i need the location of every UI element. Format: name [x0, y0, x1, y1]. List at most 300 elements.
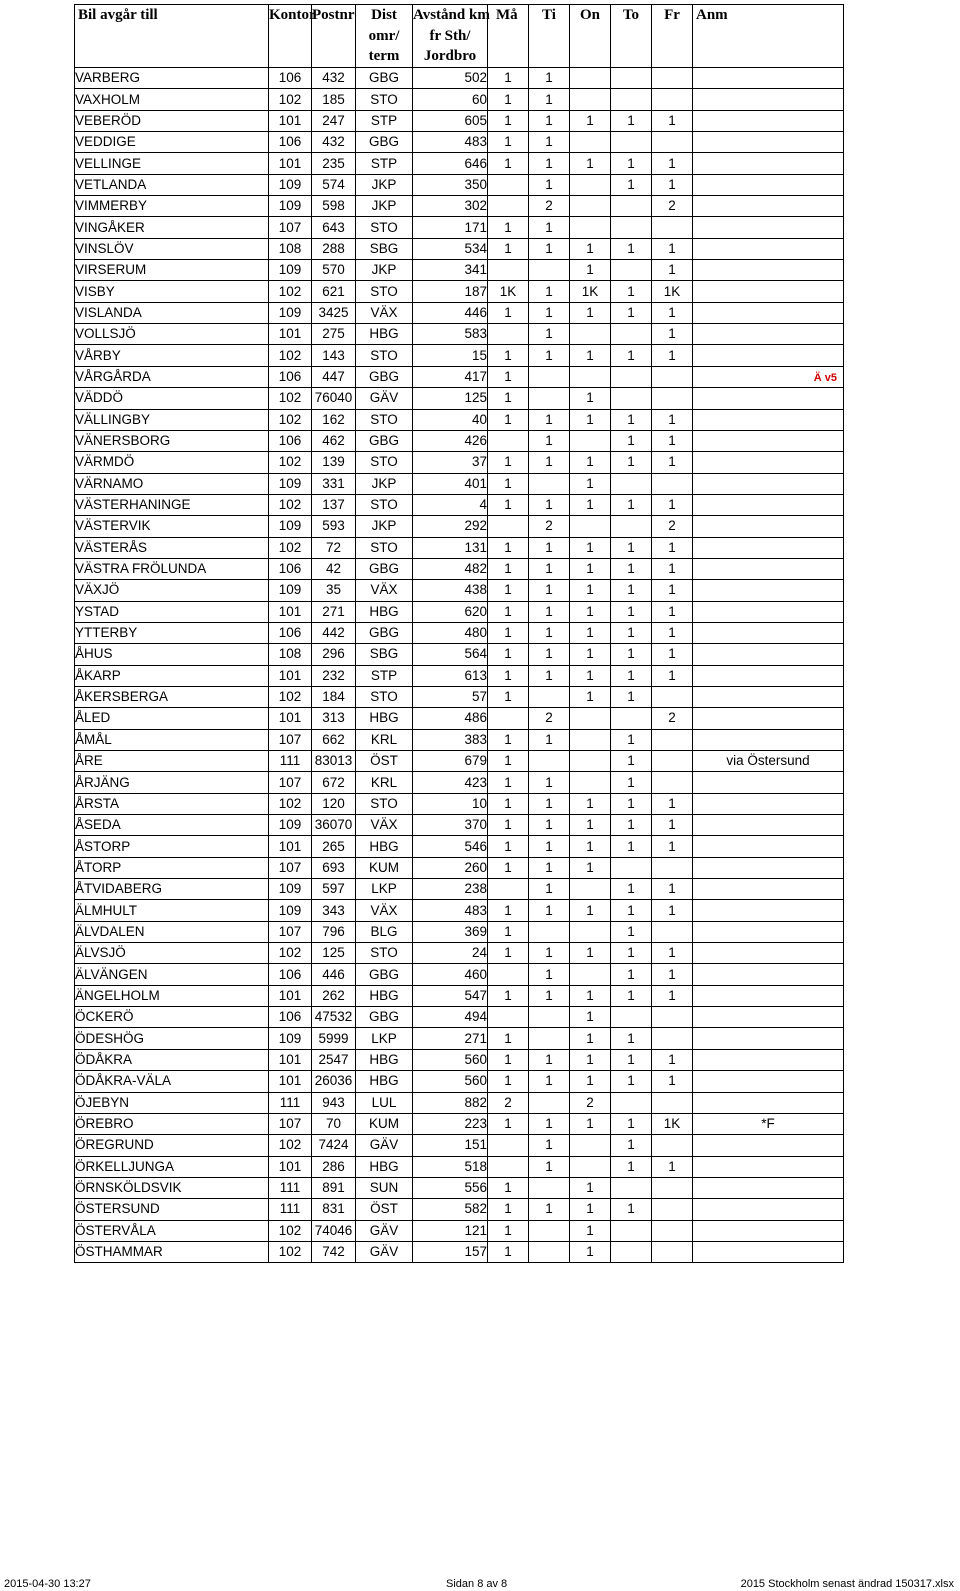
- cell-postnr: 7424: [312, 1135, 356, 1156]
- cell-ti: 1: [529, 985, 570, 1006]
- cell-dist-term: HBG: [356, 708, 413, 729]
- cell-kontor: 107: [269, 772, 312, 793]
- cell-to: 1: [611, 430, 652, 451]
- table-row: [75, 900, 844, 921]
- cell-postnr: 139: [312, 452, 356, 473]
- cell-destination: VÅRBY: [75, 345, 269, 366]
- cell-ma: 1: [488, 751, 529, 772]
- cell-avstand-km: 582: [413, 1199, 488, 1220]
- cell-avstand-km: 534: [413, 238, 488, 259]
- cell-ma: [488, 708, 529, 729]
- cell-postnr: 286: [312, 1156, 356, 1177]
- cell-to: 1: [611, 900, 652, 921]
- cell-to: 1: [611, 494, 652, 515]
- cell-fr: 1: [652, 302, 693, 323]
- table-row: [75, 921, 844, 942]
- cell-avstand-km: 423: [413, 772, 488, 793]
- cell-ma: [488, 1156, 529, 1177]
- cell-ti: [529, 921, 570, 942]
- cell-postnr: 597: [312, 879, 356, 900]
- cell-ti: 1: [529, 494, 570, 515]
- cell-avstand-km: 24: [413, 943, 488, 964]
- cell-anm: [693, 494, 844, 515]
- table-row: [75, 857, 844, 878]
- cell-postnr: 943: [312, 1092, 356, 1113]
- cell-postnr: 36070: [312, 815, 356, 836]
- cell-fr: [652, 1092, 693, 1113]
- cell-anm: [693, 302, 844, 323]
- cell-postnr: 72: [312, 537, 356, 558]
- table-row: [75, 89, 844, 110]
- cell-postnr: 47532: [312, 1007, 356, 1028]
- table-row: [75, 772, 844, 793]
- cell-ma: 1: [488, 815, 529, 836]
- cell-destination: ÅSTORP: [75, 836, 269, 857]
- cell-destination: VÄSTERVIK: [75, 516, 269, 537]
- cell-avstand-km: 187: [413, 281, 488, 302]
- cell-kontor: 109: [269, 516, 312, 537]
- cell-dist-term: GBG: [356, 68, 413, 89]
- cell-on: [570, 217, 611, 238]
- cell-anm: [693, 580, 844, 601]
- cell-destination: VOLLSJÖ: [75, 324, 269, 345]
- cell-fr: [652, 686, 693, 707]
- cell-avstand-km: 401: [413, 473, 488, 494]
- cell-to: [611, 132, 652, 153]
- cell-postnr: 162: [312, 409, 356, 430]
- cell-to: 1: [611, 580, 652, 601]
- cell-anm: [693, 1220, 844, 1241]
- table-row: [75, 260, 844, 281]
- cell-fr: [652, 857, 693, 878]
- table-row: [75, 558, 844, 579]
- cell-anm: [693, 879, 844, 900]
- cell-to: 1: [611, 1028, 652, 1049]
- cell-ti: [529, 1177, 570, 1198]
- cell-kontor: 101: [269, 1156, 312, 1177]
- cell-avstand-km: 583: [413, 324, 488, 345]
- cell-dist-term: HBG: [356, 601, 413, 622]
- cell-to: 1: [611, 686, 652, 707]
- cell-kontor: 101: [269, 1071, 312, 1092]
- cell-postnr: 235: [312, 153, 356, 174]
- cell-dist-term: STP: [356, 110, 413, 131]
- cell-anm: [693, 516, 844, 537]
- cell-avstand-km: 502: [413, 68, 488, 89]
- cell-on: 1: [570, 985, 611, 1006]
- cell-on: 1: [570, 1241, 611, 1262]
- cell-ti: 1: [529, 409, 570, 430]
- cell-dist-term: VÄX: [356, 580, 413, 601]
- cell-avstand-km: 483: [413, 900, 488, 921]
- cell-avstand-km: 238: [413, 879, 488, 900]
- cell-ti: [529, 1092, 570, 1113]
- cell-ma: 1: [488, 900, 529, 921]
- cell-on: 1: [570, 665, 611, 686]
- cell-to: [611, 68, 652, 89]
- cell-postnr: 672: [312, 772, 356, 793]
- cell-dist-term: LUL: [356, 1092, 413, 1113]
- cell-postnr: 184: [312, 686, 356, 707]
- cell-to: 1: [611, 1049, 652, 1070]
- cell-dist-term: GÄV: [356, 1135, 413, 1156]
- cell-to: 1: [611, 729, 652, 750]
- cell-postnr: 288: [312, 238, 356, 259]
- cell-anm: [693, 1092, 844, 1113]
- cell-dist-term: GÄV: [356, 1241, 413, 1262]
- table-row: [75, 815, 844, 836]
- cell-ti: 1: [529, 110, 570, 131]
- cell-avstand-km: 486: [413, 708, 488, 729]
- cell-avstand-km: 223: [413, 1113, 488, 1134]
- cell-anm: [693, 1199, 844, 1220]
- cell-on: 1: [570, 1007, 611, 1028]
- cell-ma: 1: [488, 921, 529, 942]
- cell-to: 1: [611, 836, 652, 857]
- cell-to: 1: [611, 644, 652, 665]
- cell-on: 1: [570, 110, 611, 131]
- table-row: [75, 153, 844, 174]
- cell-to: 1: [611, 1156, 652, 1177]
- table-row: [75, 516, 844, 537]
- cell-fr: 1: [652, 879, 693, 900]
- table-row: [75, 238, 844, 259]
- cell-ma: 1: [488, 1199, 529, 1220]
- cell-on: 1: [570, 558, 611, 579]
- cell-ma: 1: [488, 366, 529, 387]
- cell-destination: VARBERG: [75, 68, 269, 89]
- cell-postnr: 296: [312, 644, 356, 665]
- cell-on: 1: [570, 857, 611, 878]
- cell-dist-term: GBG: [356, 558, 413, 579]
- cell-anm: [693, 964, 844, 985]
- cell-destination: VIMMERBY: [75, 196, 269, 217]
- cell-ti: [529, 388, 570, 409]
- cell-postnr: 574: [312, 174, 356, 195]
- cell-ti: [529, 260, 570, 281]
- cell-dist-term: GBG: [356, 1007, 413, 1028]
- cell-postnr: 247: [312, 110, 356, 131]
- cell-to: [611, 196, 652, 217]
- cell-destination: VÄNERSBORG: [75, 430, 269, 451]
- cell-fr: 1: [652, 601, 693, 622]
- cell-dist-term: STO: [356, 345, 413, 366]
- table-row: [75, 1177, 844, 1198]
- cell-anm: [693, 1177, 844, 1198]
- cell-ti: [529, 473, 570, 494]
- cell-fr: 1: [652, 324, 693, 345]
- cell-ti: 1: [529, 580, 570, 601]
- cell-on: [570, 68, 611, 89]
- cell-dist-term: KUM: [356, 1113, 413, 1134]
- cell-ti: 1: [529, 1199, 570, 1220]
- cell-ti: 1: [529, 772, 570, 793]
- cell-kontor: 109: [269, 302, 312, 323]
- cell-ti: 1: [529, 537, 570, 558]
- cell-destination: ÄLVDALEN: [75, 921, 269, 942]
- cell-on: [570, 964, 611, 985]
- cell-anm: [693, 1156, 844, 1177]
- cell-to: [611, 324, 652, 345]
- cell-ma: 1: [488, 985, 529, 1006]
- table-row: [75, 1028, 844, 1049]
- table-row: [75, 943, 844, 964]
- cell-fr: 1: [652, 174, 693, 195]
- cell-ma: 1: [488, 345, 529, 366]
- cell-to: [611, 1220, 652, 1241]
- cell-postnr: 446: [312, 964, 356, 985]
- table-row: [75, 452, 844, 473]
- cell-to: 1: [611, 815, 652, 836]
- cell-kontor: 102: [269, 686, 312, 707]
- cell-avstand-km: 10: [413, 793, 488, 814]
- cell-to: 1: [611, 921, 652, 942]
- cell-kontor: 106: [269, 366, 312, 387]
- table-row: [75, 964, 844, 985]
- cell-ti: [529, 1028, 570, 1049]
- cell-ma: 1: [488, 943, 529, 964]
- cell-ti: 1: [529, 900, 570, 921]
- cell-ma: 1: [488, 793, 529, 814]
- cell-postnr: 313: [312, 708, 356, 729]
- cell-ti: 1: [529, 601, 570, 622]
- cell-avstand-km: 494: [413, 1007, 488, 1028]
- cell-avstand-km: 37: [413, 452, 488, 473]
- cell-on: 1: [570, 1113, 611, 1134]
- col-header-to: To: [611, 5, 652, 68]
- cell-kontor: 109: [269, 260, 312, 281]
- cell-ti: 1: [529, 1135, 570, 1156]
- cell-postnr: 662: [312, 729, 356, 750]
- cell-ti: 1: [529, 302, 570, 323]
- cell-on: [570, 132, 611, 153]
- table-row: [75, 345, 844, 366]
- cell-postnr: 447: [312, 366, 356, 387]
- cell-destination: ÖDÅKRA: [75, 1049, 269, 1070]
- cell-fr: 1: [652, 153, 693, 174]
- cell-destination: VÄDDÖ: [75, 388, 269, 409]
- cell-postnr: 796: [312, 921, 356, 942]
- cell-dist-term: KRL: [356, 729, 413, 750]
- cell-dist-term: JKP: [356, 516, 413, 537]
- cell-ma: 1: [488, 153, 529, 174]
- cell-kontor: 109: [269, 900, 312, 921]
- cell-ma: [488, 879, 529, 900]
- cell-avstand-km: 341: [413, 260, 488, 281]
- cell-fr: 1: [652, 815, 693, 836]
- cell-destination: YSTAD: [75, 601, 269, 622]
- cell-ti: 1: [529, 89, 570, 110]
- cell-to: 1: [611, 985, 652, 1006]
- cell-postnr: 593: [312, 516, 356, 537]
- cell-postnr: 120: [312, 793, 356, 814]
- cell-fr: [652, 729, 693, 750]
- cell-avstand-km: 417: [413, 366, 488, 387]
- table-row: [75, 836, 844, 857]
- cell-fr: 2: [652, 516, 693, 537]
- cell-destination: ÖSTERSUND: [75, 1199, 269, 1220]
- cell-anm: [693, 260, 844, 281]
- cell-on: 1: [570, 302, 611, 323]
- cell-fr: 1K: [652, 1113, 693, 1134]
- cell-avstand-km: 271: [413, 1028, 488, 1049]
- cell-postnr: 35: [312, 580, 356, 601]
- cell-fr: [652, 921, 693, 942]
- cell-ma: 1: [488, 388, 529, 409]
- cell-to: 1: [611, 409, 652, 430]
- cell-dist-term: GBG: [356, 366, 413, 387]
- cell-postnr: 275: [312, 324, 356, 345]
- cell-ti: [529, 1220, 570, 1241]
- cell-fr: [652, 1007, 693, 1028]
- cell-avstand-km: 480: [413, 622, 488, 643]
- cell-dist-term: GBG: [356, 964, 413, 985]
- cell-ma: [488, 260, 529, 281]
- cell-ma: 1: [488, 644, 529, 665]
- cell-anm: [693, 900, 844, 921]
- cell-postnr: 74046: [312, 1220, 356, 1241]
- cell-on: 1: [570, 1028, 611, 1049]
- cell-avstand-km: 383: [413, 729, 488, 750]
- cell-fr: 1: [652, 836, 693, 857]
- cell-on: 1: [570, 473, 611, 494]
- cell-kontor: 101: [269, 1049, 312, 1070]
- cell-dist-term: HBG: [356, 324, 413, 345]
- col-header-postnr: Postnr: [312, 5, 356, 68]
- table-row: [75, 537, 844, 558]
- table-row: [75, 1156, 844, 1177]
- cell-to: 1: [611, 558, 652, 579]
- cell-avstand-km: 564: [413, 644, 488, 665]
- cell-ma: [488, 174, 529, 195]
- cell-to: 1: [611, 1135, 652, 1156]
- cell-to: [611, 260, 652, 281]
- cell-destination: VAXHOLM: [75, 89, 269, 110]
- cell-postnr: 271: [312, 601, 356, 622]
- cell-on: [570, 89, 611, 110]
- cell-fr: 1: [652, 345, 693, 366]
- cell-on: 1: [570, 580, 611, 601]
- cell-dist-term: GBG: [356, 132, 413, 153]
- cell-avstand-km: 350: [413, 174, 488, 195]
- cell-fr: 1: [652, 644, 693, 665]
- cell-fr: 1: [652, 1156, 693, 1177]
- cell-dist-term: HBG: [356, 1049, 413, 1070]
- cell-ma: 1: [488, 1049, 529, 1070]
- cell-dist-term: ÖST: [356, 751, 413, 772]
- cell-dist-term: JKP: [356, 473, 413, 494]
- table-row: [75, 1135, 844, 1156]
- cell-ma: 1: [488, 89, 529, 110]
- cell-anm: [693, 815, 844, 836]
- cell-kontor: 102: [269, 793, 312, 814]
- cell-anm: [693, 1028, 844, 1049]
- cell-ma: 1: [488, 302, 529, 323]
- cell-destination: VÄSTERÅS: [75, 537, 269, 558]
- cell-anm: [693, 943, 844, 964]
- cell-fr: 1: [652, 494, 693, 515]
- cell-kontor: 107: [269, 921, 312, 942]
- cell-avstand-km: 57: [413, 686, 488, 707]
- col-header-avstand: Avstånd km fr Sth/ Jordbro: [413, 5, 488, 68]
- cell-ma: 1: [488, 238, 529, 259]
- cell-fr: [652, 1028, 693, 1049]
- cell-ma: [488, 964, 529, 985]
- cell-fr: 1: [652, 260, 693, 281]
- cell-on: 1K: [570, 281, 611, 302]
- cell-ti: 1: [529, 558, 570, 579]
- cell-anm: [693, 68, 844, 89]
- cell-dist-term: VÄX: [356, 815, 413, 836]
- cell-anm: [693, 388, 844, 409]
- cell-destination: ÖRNSKÖLDSVIK: [75, 1177, 269, 1198]
- cell-kontor: 106: [269, 430, 312, 451]
- cell-postnr: 432: [312, 68, 356, 89]
- cell-ma: 1: [488, 1071, 529, 1092]
- cell-kontor: 101: [269, 110, 312, 131]
- cell-anm: [693, 537, 844, 558]
- cell-kontor: 102: [269, 1135, 312, 1156]
- cell-avstand-km: 613: [413, 665, 488, 686]
- cell-fr: 1: [652, 409, 693, 430]
- cell-ma: 1: [488, 1177, 529, 1198]
- table-row: [75, 409, 844, 430]
- cell-anm: *F: [693, 1113, 844, 1134]
- cell-ti: 1: [529, 793, 570, 814]
- table-row: [75, 110, 844, 131]
- cell-fr: 1: [652, 110, 693, 131]
- cell-ma: 1: [488, 836, 529, 857]
- cell-anm: [693, 132, 844, 153]
- footer-timestamp: 2015-04-30 13:27: [4, 1578, 91, 1590]
- cell-postnr: 462: [312, 430, 356, 451]
- col-header-dist: Dist omr/ term: [356, 5, 413, 68]
- cell-ma: 1: [488, 110, 529, 131]
- table-row: [75, 366, 844, 387]
- cell-avstand-km: 605: [413, 110, 488, 131]
- cell-ti: 1: [529, 1156, 570, 1177]
- cell-kontor: 106: [269, 132, 312, 153]
- cell-to: 1: [611, 1199, 652, 1220]
- cell-destination: ÅLED: [75, 708, 269, 729]
- cell-on: 1: [570, 836, 611, 857]
- cell-postnr: 137: [312, 494, 356, 515]
- cell-dist-term: SBG: [356, 238, 413, 259]
- cell-on: 1: [570, 601, 611, 622]
- cell-fr: 1: [652, 1071, 693, 1092]
- cell-ti: 1: [529, 132, 570, 153]
- cell-ma: 1: [488, 622, 529, 643]
- cell-avstand-km: 438: [413, 580, 488, 601]
- cell-anm: [693, 345, 844, 366]
- cell-ma: 1: [488, 601, 529, 622]
- cell-postnr: 643: [312, 217, 356, 238]
- cell-ti: 1: [529, 622, 570, 643]
- cell-postnr: 331: [312, 473, 356, 494]
- cell-kontor: 109: [269, 473, 312, 494]
- footer-filename: 2015 Stockholm senast ändrad 150317.xlsx: [740, 1578, 954, 1590]
- cell-ti: 1: [529, 217, 570, 238]
- cell-ti: 1: [529, 281, 570, 302]
- cell-ma: 1: [488, 1113, 529, 1134]
- cell-dist-term: STO: [356, 686, 413, 707]
- cell-fr: [652, 388, 693, 409]
- table-row: [75, 708, 844, 729]
- cell-ti: 2: [529, 196, 570, 217]
- cell-anm: [693, 686, 844, 707]
- cell-avstand-km: 302: [413, 196, 488, 217]
- cell-to: 1: [611, 452, 652, 473]
